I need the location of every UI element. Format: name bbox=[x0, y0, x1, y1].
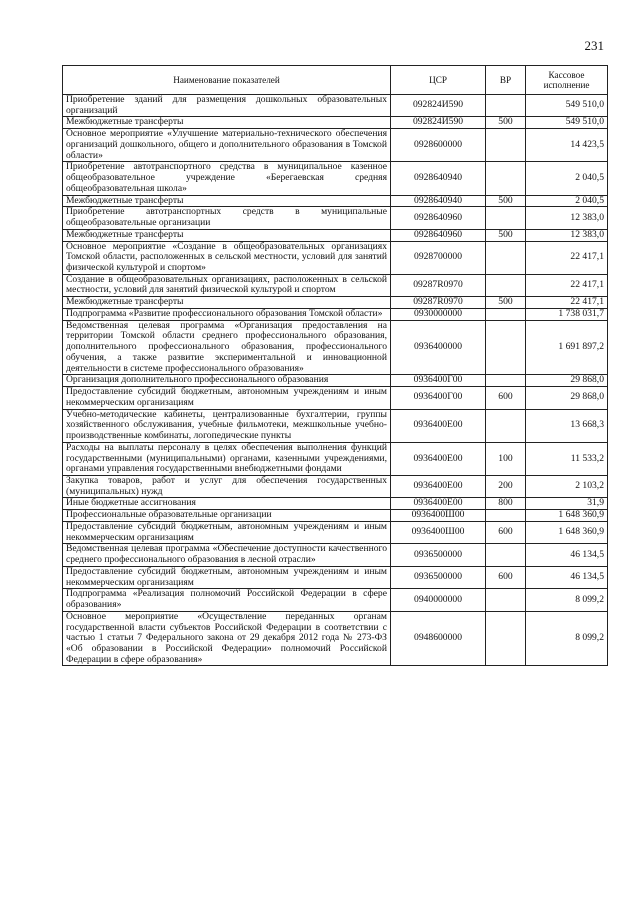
cell-csr: 0936500000 bbox=[391, 566, 486, 588]
table-row bbox=[63, 95, 608, 117]
table-row bbox=[63, 387, 608, 409]
cell-vr bbox=[486, 375, 526, 387]
cell-csr: 0928640940 bbox=[391, 162, 486, 195]
cell-csr: 0948600000 bbox=[391, 611, 486, 666]
cell-vr bbox=[486, 207, 526, 229]
cell-vr bbox=[486, 241, 526, 274]
cell-amount: 2 040,5 bbox=[526, 195, 608, 207]
cell-amount: 12 383,0 bbox=[526, 207, 608, 229]
table-header-row bbox=[63, 66, 608, 95]
cell-name: Иные бюджетные ассигнования bbox=[63, 498, 391, 510]
cell-name: Предоставление субсидий бюджетным, автономным учреждениям и иным некоммерческим организациям bbox=[63, 387, 391, 409]
cell-vr bbox=[486, 162, 526, 195]
cell-csr: 0936400Ш00 bbox=[391, 521, 486, 543]
cell-amount: 22 417,1 bbox=[526, 274, 608, 296]
cell-csr: 09287R0970 bbox=[391, 297, 486, 309]
cell-vr: 200 bbox=[486, 475, 526, 497]
cell-csr: 0930000000 bbox=[391, 308, 486, 320]
table-row bbox=[63, 117, 608, 129]
cell-name: Приобретение автотранспортного средства в муниципальное казенное общеобразовательное учреждение «Берегаевская средняя общеобразовательная школа» bbox=[63, 162, 391, 195]
table-row bbox=[63, 442, 608, 475]
cell-name: Основное мероприятие «Улучшение материально-технического обеспечения организаций дошкольного, общего и дополнительного образования в Томской области» bbox=[63, 129, 391, 162]
cell-vr: 600 bbox=[486, 566, 526, 588]
cell-amount: 2 040,5 bbox=[526, 162, 608, 195]
cell-amount: 2 103,2 bbox=[526, 475, 608, 497]
cell-vr: 600 bbox=[486, 387, 526, 409]
table-row bbox=[63, 195, 608, 207]
cell-amount: 1 648 360,9 bbox=[526, 521, 608, 543]
cell-name: Подпрограмма «Развитие профессионального образования Томской области» bbox=[63, 308, 391, 320]
cell-name: Межбюджетные трансферты bbox=[63, 195, 391, 207]
cell-amount: 1 738 031,7 bbox=[526, 308, 608, 320]
cell-csr: 0928600000 bbox=[391, 129, 486, 162]
cell-name: Профессиональные образовательные организации bbox=[63, 510, 391, 522]
cell-vr bbox=[486, 510, 526, 522]
table-row bbox=[63, 409, 608, 442]
cell-amount: 549 510,0 bbox=[526, 95, 608, 117]
table-row bbox=[63, 241, 608, 274]
cell-csr: 0928640960 bbox=[391, 229, 486, 241]
cell-name: Приобретение зданий для размещения дошкольных образовательных организаций bbox=[63, 95, 391, 117]
table-row bbox=[63, 521, 608, 543]
table-row bbox=[63, 207, 608, 229]
table-row bbox=[63, 510, 608, 522]
cell-csr: 0936400Е00 bbox=[391, 442, 486, 475]
cell-csr: 092824И590 bbox=[391, 117, 486, 129]
cell-amount: 29 868,0 bbox=[526, 375, 608, 387]
cell-csr: 0928640940 bbox=[391, 195, 486, 207]
budget-execution-table bbox=[62, 65, 608, 666]
table-row bbox=[63, 566, 608, 588]
cell-name: Предоставление субсидий бюджетным, автономным учреждениям и иным некоммерческим организациям bbox=[63, 566, 391, 588]
cell-amount: 22 417,1 bbox=[526, 297, 608, 309]
cell-amount: 29 868,0 bbox=[526, 387, 608, 409]
cell-amount: 8 099,2 bbox=[526, 611, 608, 666]
table-row bbox=[63, 229, 608, 241]
cell-csr: 0936400Е00 bbox=[391, 409, 486, 442]
cell-vr bbox=[486, 274, 526, 296]
cell-vr: 500 bbox=[486, 117, 526, 129]
cell-vr: 500 bbox=[486, 297, 526, 309]
cell-vr: 100 bbox=[486, 442, 526, 475]
cell-csr: 0936400Ш00 bbox=[391, 510, 486, 522]
cell-amount: 14 423,5 bbox=[526, 129, 608, 162]
cell-amount: 31,9 bbox=[526, 498, 608, 510]
cell-csr: 0936500000 bbox=[391, 544, 486, 566]
page-number: 231 bbox=[584, 38, 604, 53]
cell-vr bbox=[486, 308, 526, 320]
cell-amount: 1 648 360,9 bbox=[526, 510, 608, 522]
cell-vr bbox=[486, 129, 526, 162]
table-row bbox=[63, 308, 608, 320]
cell-csr: 0936400Е00 bbox=[391, 498, 486, 510]
cell-amount: 8 099,2 bbox=[526, 589, 608, 611]
cell-amount: 549 510,0 bbox=[526, 117, 608, 129]
cell-name: Межбюджетные трансферты bbox=[63, 117, 391, 129]
table-row bbox=[63, 274, 608, 296]
cell-csr: 0928640960 bbox=[391, 207, 486, 229]
table-row bbox=[63, 475, 608, 497]
cell-name: Основное мероприятие «Создание в общеобразовательных организациях Томской области, расположенных в сельской местности, условий для занятий физической культурой и спортом» bbox=[63, 241, 391, 274]
cell-name: Ведомственная целевая программа «Организация предоставления на территории Томской области среднего профессионального образования, дополнительного профессионального образования, профессионального обучения, а также развитие экспериментальной и инновационной деятельности в системе профессионального образования» bbox=[63, 320, 391, 375]
cell-csr: 092824И590 bbox=[391, 95, 486, 117]
cell-amount: 13 668,3 bbox=[526, 409, 608, 442]
cell-vr: 500 bbox=[486, 229, 526, 241]
cell-name: Создание в общеобразовательных организациях, расположенных в сельской местности, условий для занятий физической культурой и спортом bbox=[63, 274, 391, 296]
cell-name: Закупка товаров, работ и услуг для обеспечения государственных (муниципальных) нужд bbox=[63, 475, 391, 497]
cell-name: Расходы на выплаты персоналу в целях обеспечения выполнения функций государственными (муниципальными) органами, казенными учреждениями, органами управления государственными внебюджетными фондами bbox=[63, 442, 391, 475]
cell-name: Предоставление субсидий бюджетным, автономным учреждениям и иным некоммерческим организациям bbox=[63, 521, 391, 543]
cell-name: Учебно-методические кабинеты, централизованные бухгалтерии, группы хозяйственного обслуживания, учебные фильмотеки, межшкольные учебно-производственные комбинаты, логопедические пункты bbox=[63, 409, 391, 442]
header-csr: ЦСР bbox=[391, 66, 486, 95]
cell-csr: 0936400Е00 bbox=[391, 475, 486, 497]
cell-vr: 800 bbox=[486, 498, 526, 510]
table-row bbox=[63, 589, 608, 611]
cell-amount: 12 383,0 bbox=[526, 229, 608, 241]
header-name: Наименование показателей bbox=[63, 66, 391, 95]
cell-csr: 0936400000 bbox=[391, 320, 486, 375]
cell-name: Приобретение автотранспортных средств в муниципальные общеобразовательные организации bbox=[63, 207, 391, 229]
cell-name: Основное мероприятие «Осуществление переданных органам государственной власти субъектов Российской Федерации в соответствии с частью 1 статьи 7 Федерального закона от 29 декабря 2012 года № 273-ФЗ «Об образовании в Российской Федерации» полномочий Российской Федерации в сфере образования» bbox=[63, 611, 391, 666]
cell-vr bbox=[486, 611, 526, 666]
cell-name: Организация дополнительного профессионального образования bbox=[63, 375, 391, 387]
cell-vr bbox=[486, 95, 526, 117]
table-row bbox=[63, 375, 608, 387]
cell-amount: 22 417,1 bbox=[526, 241, 608, 274]
cell-csr: 09287R0970 bbox=[391, 274, 486, 296]
cell-csr: 0936400Г00 bbox=[391, 375, 486, 387]
cell-vr bbox=[486, 409, 526, 442]
cell-name: Межбюджетные трансферты bbox=[63, 297, 391, 309]
cell-amount: 46 134,5 bbox=[526, 544, 608, 566]
table-row bbox=[63, 297, 608, 309]
cell-vr bbox=[486, 589, 526, 611]
table-body bbox=[63, 95, 608, 666]
cell-name: Ведомственная целевая программа «Обеспечение доступности качественного среднего профессионального образования в лесной отрасли» bbox=[63, 544, 391, 566]
cell-vr bbox=[486, 320, 526, 375]
table-row bbox=[63, 320, 608, 375]
header-amount: Кассовое исполнение bbox=[526, 66, 608, 95]
cell-amount: 11 533,2 bbox=[526, 442, 608, 475]
table-row bbox=[63, 544, 608, 566]
cell-vr: 500 bbox=[486, 195, 526, 207]
cell-name: Подпрограмма «Реализация полномочий Российской Федерации в сфере образования» bbox=[63, 589, 391, 611]
table-row bbox=[63, 498, 608, 510]
cell-amount: 46 134,5 bbox=[526, 566, 608, 588]
table-row bbox=[63, 129, 608, 162]
cell-csr: 0928700000 bbox=[391, 241, 486, 274]
table-row bbox=[63, 611, 608, 666]
cell-vr bbox=[486, 544, 526, 566]
cell-vr: 600 bbox=[486, 521, 526, 543]
cell-csr: 0940000000 bbox=[391, 589, 486, 611]
cell-csr: 0936400Г00 bbox=[391, 387, 486, 409]
cell-amount: 1 691 897,2 bbox=[526, 320, 608, 375]
cell-name: Межбюджетные трансферты bbox=[63, 229, 391, 241]
table-row bbox=[63, 162, 608, 195]
header-vr: ВР bbox=[486, 66, 526, 95]
